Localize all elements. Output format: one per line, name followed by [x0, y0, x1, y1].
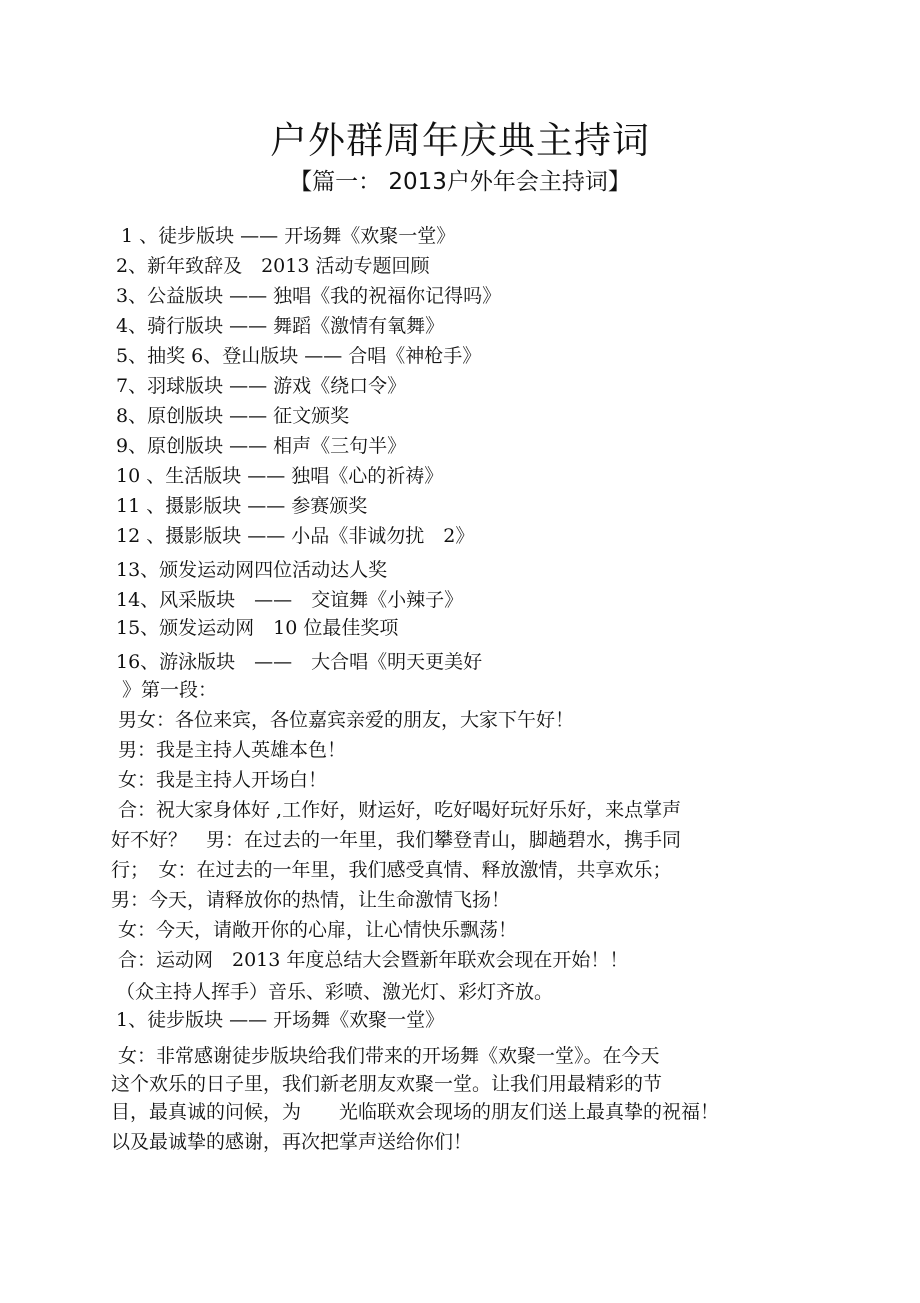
script-line: 女：今天，请敞开你的心扉，让心情快乐飘荡！ — [118, 919, 518, 941]
program-item: 4、骑行版块 —— 舞蹈《激情有氧舞》 — [116, 315, 445, 337]
script-line: 合：运动网 2013 年度总结大会暨新年联欢会现在开始！！ — [118, 949, 629, 971]
script-line: 以及最诚挚的感谢，再次把掌声送给你们！ — [111, 1131, 473, 1153]
document-title: 户外群周年庆典主持词 — [270, 119, 650, 162]
program-item: 12 、摄影版块 —— 小品《非诚勿扰 2》 — [116, 525, 475, 547]
program-item: 13、颁发运动网四位活动达人奖 — [116, 559, 388, 581]
script-line: （众主持人挥手）音乐、彩喷、激光灯、彩灯齐放。 — [116, 981, 554, 1003]
program-item: 14、风采版块 —— 交谊舞《小辣子》 — [116, 589, 464, 611]
script-line: 》第一段： — [122, 679, 218, 701]
script-line: 目，最真诚的问候，为 光临联欢会现场的朋友们送上最真挚的祝福！ — [111, 1101, 720, 1123]
script-line: 男女：各位来宾，各位嘉宾亲爱的朋友，大家下午好！ — [118, 709, 575, 731]
script-line: 女：非常感谢徒步版块给我们带来的开场舞《欢聚一堂》。在今天 — [118, 1045, 660, 1067]
script-line: 女：我是主持人开场白！ — [118, 769, 328, 791]
program-item: 8、原创版块 —— 征文颁奖 — [116, 405, 350, 427]
script-line: 1、徒步版块 —— 开场舞《欢聚一堂》 — [116, 1009, 445, 1031]
program-item: 1 、徒步版块 —— 开场舞《欢聚一堂》 — [121, 225, 456, 247]
program-item: 9、原创版块 —— 相声《三句半》 — [116, 435, 407, 457]
script-line: 行； 女：在过去的一年里，我们感受真情、释放激情，共享欢乐； — [111, 859, 672, 881]
program-item: 11 、摄影版块 —— 参赛颁奖 — [116, 495, 368, 517]
script-line: 好不好？ 男：在过去的一年里，我们攀登青山，脚趟碧水，携手同 — [111, 829, 682, 851]
document-subtitle: 【篇一： 2013户外年会主持词】 — [289, 169, 631, 195]
script-line: 合：祝大家身体好 ,工作好，财运好，吃好喝好玩好乐好，来点掌声 — [118, 799, 682, 821]
program-item: 15、颁发运动网 10 位最佳奖项 — [116, 617, 399, 639]
program-item: 7、羽球版块 —— 游戏《绕口令》 — [116, 375, 407, 397]
script-line: 这个欢乐的日子里，我们新老朋友欢聚一堂。让我们用最精彩的节 — [111, 1073, 663, 1095]
program-item: 2、新年致辞及 2013 活动专题回顾 — [116, 255, 430, 277]
program-item: 5、抽奖 6、登山版块 —— 合唱《神枪手》 — [116, 345, 482, 367]
program-item: 16、游泳版块 —— 大合唱《明天更美好 — [116, 651, 483, 673]
script-line: 男：我是主持人英雄本色！ — [118, 739, 347, 761]
program-item: 3、公益版块 —— 独唱《我的祝福你记得吗》 — [116, 285, 502, 307]
program-item: 10 、生活版块 —— 独唱《心的祈祷》 — [116, 465, 444, 487]
script-line: 男：今天，请释放你的热情，让生命激情飞扬！ — [111, 889, 511, 911]
